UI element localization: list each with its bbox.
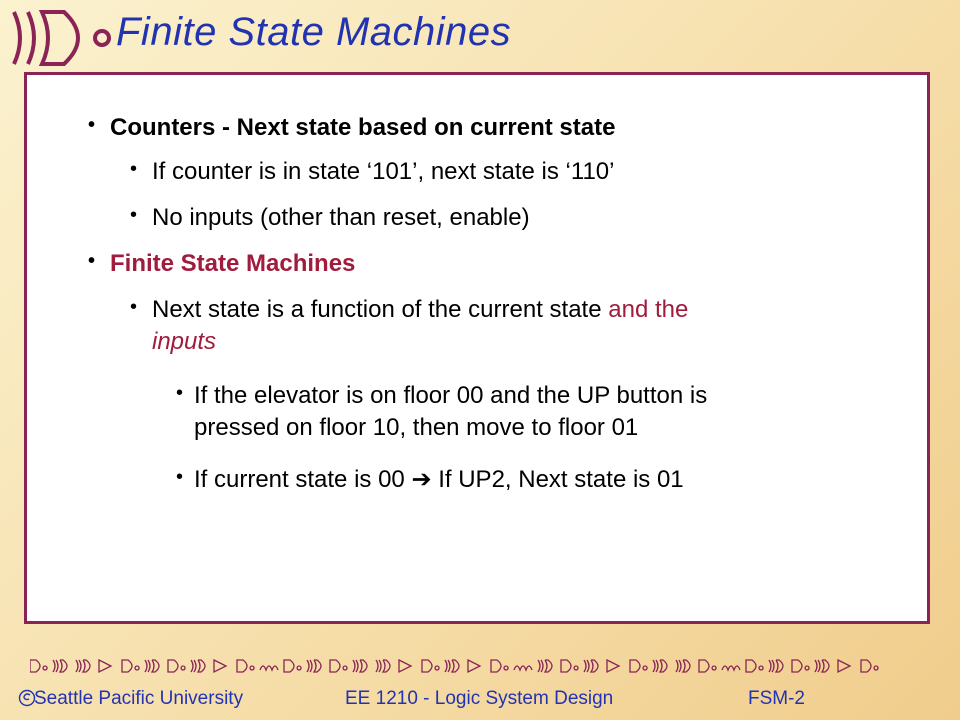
buf-gate-glyph [468,660,480,672]
bullet-counters [88,112,616,144]
bullet-text: Counters - Next state based on current state [110,114,616,141]
or-gate-glyph [676,660,690,672]
bullet-text: Next state is a function of the current state [152,296,602,323]
wave-gate-glyph [514,666,532,670]
or-gate-glyph [53,660,67,672]
or-gate-glyph [815,660,829,672]
bullet-dot: • [130,158,138,180]
bullet-next-state-function [130,294,892,358]
bullet-dot: • [130,296,138,318]
bullet-dot: • [88,114,96,136]
wave-gate-glyph [722,666,740,670]
and-gate-glyph [861,660,878,672]
bullet-elevator-example [176,380,904,444]
bullet-highlight-text: inputs [152,328,217,355]
or-gate-glyph [76,660,90,672]
buf-gate-glyph [838,660,850,672]
and-gate-glyph [699,660,716,672]
slide-title: Finite State Machines [116,10,512,54]
or-gate-glyph [584,660,598,672]
bullet-dot: • [176,382,184,404]
footer-course: EE 1210 - Logic System Design [345,688,614,709]
and-gate-glyph [561,660,578,672]
or-gate-glyph [445,660,459,672]
and-gate-glyph [330,660,347,672]
and-gate-glyph [30,660,47,672]
and-gate-glyph [168,660,185,672]
or-gate-glyph [307,660,321,672]
or-gate-glyph [376,660,390,672]
and-gate-glyph [237,660,254,672]
bullet-text-line2: pressed on floor 10, then move to floor 01 [194,414,639,441]
buf-gate-glyph [99,660,111,672]
bullet-fsm [88,248,356,280]
bullet-text: No inputs (other than reset, enable) [152,204,530,231]
bullet-text: If UP2, Next state is 01 [438,466,684,493]
bullet-dot: • [130,204,138,226]
or-gate-glyph [191,660,205,672]
and-gate-glyph [284,660,301,672]
and-gate-glyph [792,660,809,672]
and-gate-glyph [422,660,439,672]
bullet-text: If counter is in state ‘101’, next state is ‘110’ [152,158,615,185]
arrow-right-icon: ➔ [411,466,432,493]
bullet-counter-example [130,156,892,188]
logic-gate-logo-icon [6,8,116,68]
bullet-highlight-text: and the [608,296,689,323]
bullet-text: If current state is 00 [194,466,405,493]
bullet-no-inputs [130,202,892,234]
and-gate-glyph [122,660,139,672]
or-gate-glyph [353,660,367,672]
or-gate-glyph [538,660,552,672]
bullet-dot: • [176,466,184,488]
or-gate-glyph [769,660,783,672]
footer-slide-number: FSM-2 [748,688,805,709]
and-gate-glyph [491,660,508,672]
or-gate-glyph [145,660,159,672]
and-gate-glyph [630,660,647,672]
footer-university: Seattle Pacific University [34,688,244,709]
buf-gate-glyph [399,660,411,672]
and-gate-glyph [746,660,763,672]
or-gate-glyph [653,660,667,672]
bullet-dot: • [88,250,96,272]
buf-gate-glyph [607,660,619,672]
bullet-text: Finite State Machines [110,250,356,277]
bullet-text-line1: If the elevator is on floor 00 and the UP button is [194,382,708,409]
buf-gate-glyph [214,660,226,672]
bullet-state-transition [176,464,904,496]
logic-gate-band [30,656,910,680]
footer [0,688,960,718]
wave-gate-glyph [260,666,278,670]
